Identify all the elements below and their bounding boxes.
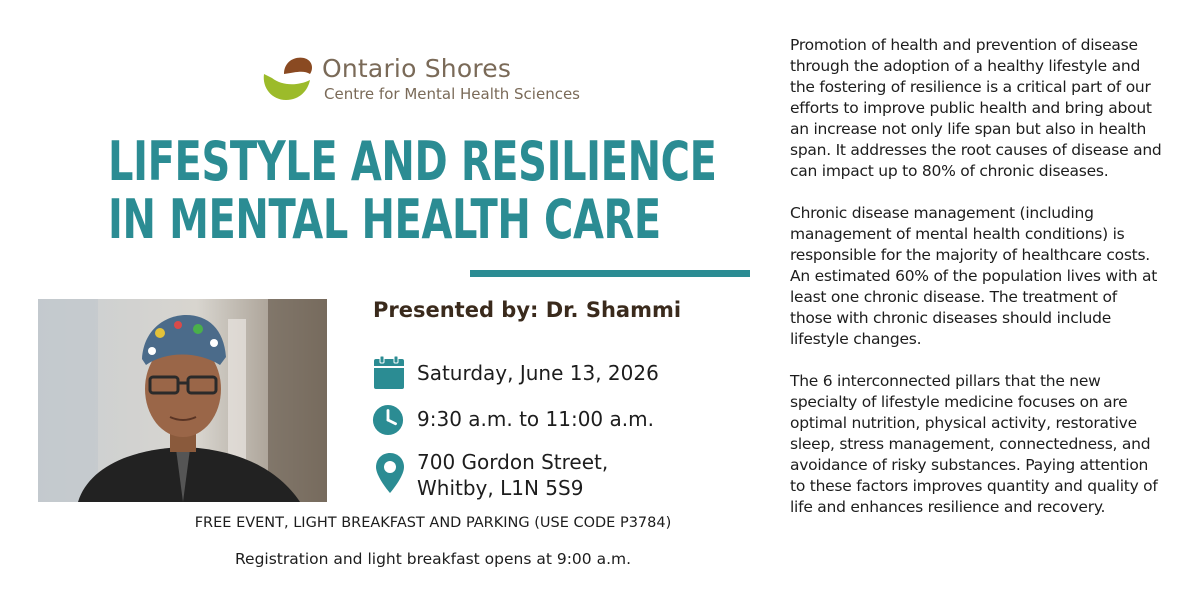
title-divider	[470, 270, 750, 277]
event-address-line-1: 700 Gordon Street,	[417, 450, 609, 474]
ontario-shores-logo	[258, 50, 578, 110]
logo-name: Ontario Shores	[322, 54, 512, 83]
map-pin-icon	[374, 452, 406, 494]
event-date: Saturday, June 13, 2026	[417, 361, 659, 385]
clock-icon	[372, 402, 404, 438]
logo-mark-icon	[258, 52, 314, 106]
event-title-line-2: IN MENTAL HEALTH CARE	[108, 188, 661, 251]
event-description	[790, 35, 1162, 539]
free-event-note: FREE EVENT, LIGHT BREAKFAST AND PARKING (USE CODE P3784)	[194, 515, 672, 531]
description-paragraph: Chronic disease management (including management of mental health conditions) is responsible for the majority of healthcare costs. An estimated 60% of the population lives with at least one chronic disease. The treatment of those with chronic diseases should include lifestyle changes.	[790, 204, 1158, 348]
calendar-icon	[373, 355, 405, 391]
event-address	[417, 449, 608, 501]
logo-subtitle: Centre for Mental Health Sciences	[324, 85, 580, 103]
event-title-line-1: LIFESTYLE AND RESILIENCE	[108, 130, 717, 193]
event-time: 9:30 a.m. to 11:00 a.m.	[417, 407, 654, 431]
event-address-line-2: Whitby, L1N 5S9	[417, 476, 584, 500]
description-paragraph: Promotion of health and prevention of disease through the adoption of a healthy lifestyle and the fostering of resilience is a critical part of our efforts to improve public health and bring about an increase not only life span but also in health span. It addresses the root causes of disease and can impact up to 80% of chronic diseases.	[790, 36, 1162, 180]
description-paragraph: The 6 interconnected pillars that the new specialty of lifestyle medicine focuses on are optimal nutrition, physical activity, restorative sleep, stress management, connectedness, and avoidance of risky substances. Paying attention to these factors improves quantity and quality of life and enhances resilience and recovery.	[790, 372, 1158, 516]
event-title	[108, 130, 717, 251]
registration-note: Registration and light breakfast opens at 9:00 a.m.	[234, 550, 632, 568]
presenter-name: Presented by: Dr. Shammi	[373, 298, 682, 322]
presenter-photo	[38, 299, 327, 502]
